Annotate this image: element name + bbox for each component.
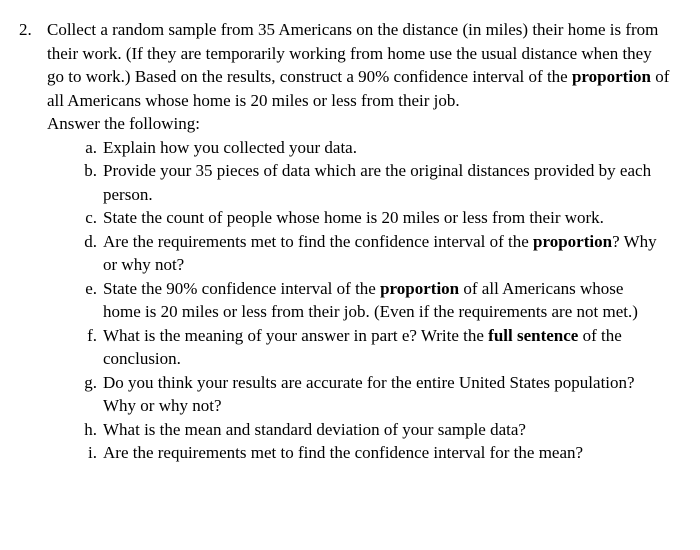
item-label: c. (85, 208, 97, 227)
item-bold: proportion (533, 231, 613, 251)
item-text: ? Why or why not? (103, 231, 657, 274)
sub-question-d (47, 230, 663, 277)
intro-text-b: of all Americans whose home is 20 miles or less from their job. (47, 67, 670, 110)
item-text: State the count of people whose home is 20 miles or less from their work. (103, 208, 604, 227)
question-intro (47, 18, 672, 112)
item-text: Are the requirements met to find the confidence interval of the (103, 231, 534, 251)
sub-question-e (47, 277, 663, 324)
item-label: f. (87, 325, 97, 345)
item-bold: proportion (380, 278, 460, 298)
question-body (47, 18, 672, 465)
sub-question-g (47, 371, 663, 418)
item-label: e. (85, 278, 97, 298)
item-text: What is the meaning of your answer in part e? Write the (103, 325, 489, 345)
item-bold: full sentence (488, 325, 579, 345)
item-text: of all Americans whose home is 20 miles or less from their job. (Even if the requirements are not met.) (103, 278, 638, 321)
item-text: of the conclusion. (103, 325, 622, 368)
item-label: i. (88, 443, 97, 462)
item-text: Explain how you collected your data. (103, 137, 357, 157)
sub-question-b (47, 159, 663, 206)
intro-text-a: Collect a random sample from 35 Americans on the distance (in miles) their home is from their work. (If they are temporarily working from home use the usual distance when they go to work.) Based on the results, construct a 90% confidence interval of the (47, 20, 659, 86)
sub-question-i (47, 441, 663, 465)
sub-question-a (47, 136, 663, 160)
question-number: 2. (19, 20, 32, 39)
answer-heading: Answer the following: (47, 114, 200, 133)
sub-question-f (47, 324, 663, 371)
sub-question-c (47, 206, 663, 230)
item-label: g. (84, 372, 97, 392)
item-label: a. (85, 137, 97, 157)
item-label: d. (84, 231, 97, 251)
sub-question-list (47, 136, 672, 465)
item-text: What is the mean and standard deviation of your sample data? (103, 419, 526, 439)
item-text: State the 90% confidence interval of the (103, 278, 381, 298)
item-label: b. (84, 161, 97, 180)
item-label: h. (84, 419, 97, 439)
intro-bold-proportion: proportion (571, 67, 652, 86)
item-text: Do you think your results are accurate for the entire United States population? Why or why not? (103, 372, 635, 415)
sub-question-h (47, 418, 663, 442)
item-text: Provide your 35 pieces of data which are the original distances provided by each person. (103, 161, 652, 204)
item-text: Are the requirements met to find the confidence interval for the mean? (103, 443, 584, 462)
